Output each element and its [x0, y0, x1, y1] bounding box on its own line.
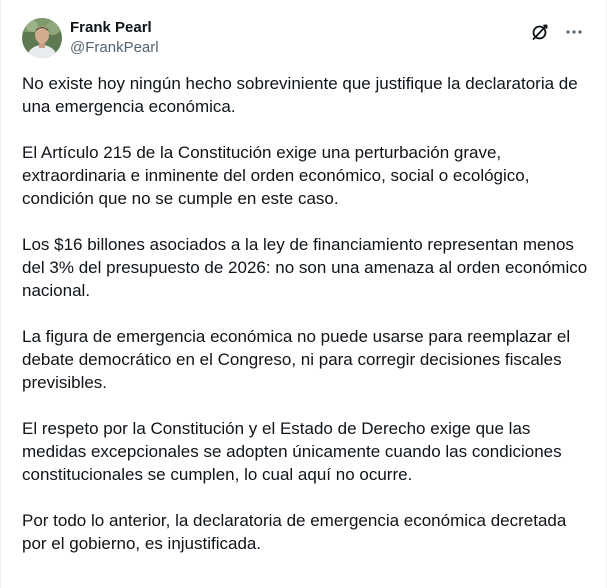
tweet-header	[22, 14, 590, 62]
tweet-paragraph: El Artículo 215 de la Constitución exige una perturbación grave, extraordinaria e inminente del orden económico, social o ecológico, condición que no se cumple en este caso.	[22, 143, 530, 208]
author-display-name[interactable]: Frank Pearl	[70, 19, 152, 36]
grok-button[interactable]	[530, 22, 550, 42]
author-handle[interactable]: @FrankPearl	[70, 39, 159, 56]
tweet-paragraph: Por todo lo anterior, la declaratoria de emergencia económica decretada por el gobierno, es injustificada.	[22, 511, 567, 553]
profile-photo-icon	[22, 18, 62, 58]
avatar[interactable]	[22, 18, 62, 58]
more-dots-icon	[564, 22, 584, 42]
tweet-paragraph: El respeto por la Constitución y el Estado de Derecho exige que las medidas excepcionales se adopten únicamente cuando las condiciones constitucionales se cumplen, lo cual aquí no ocurre.	[22, 419, 562, 484]
tweet-paragraph: Los $16 billones asociados a la ley de financiamiento representan menos del 3% del presupuesto de 2026: no son una amenaza al orden económico nacional.	[22, 235, 588, 300]
tweet-text	[22, 72, 588, 555]
author-names	[70, 18, 159, 58]
tweet-paragraph: La figura de emergencia económica no puede usarse para reemplazar el debate democrático en el Congreso, ni para corregir decisiones fiscales previsibles.	[22, 327, 571, 392]
header-actions	[530, 22, 584, 42]
more-options-button[interactable]	[564, 22, 584, 42]
slashed-circle-icon	[530, 22, 550, 42]
tweet-paragraph: No existe hoy ningún hecho sobreviniente que justifique la declaratoria de una emergencia económica.	[22, 74, 578, 116]
